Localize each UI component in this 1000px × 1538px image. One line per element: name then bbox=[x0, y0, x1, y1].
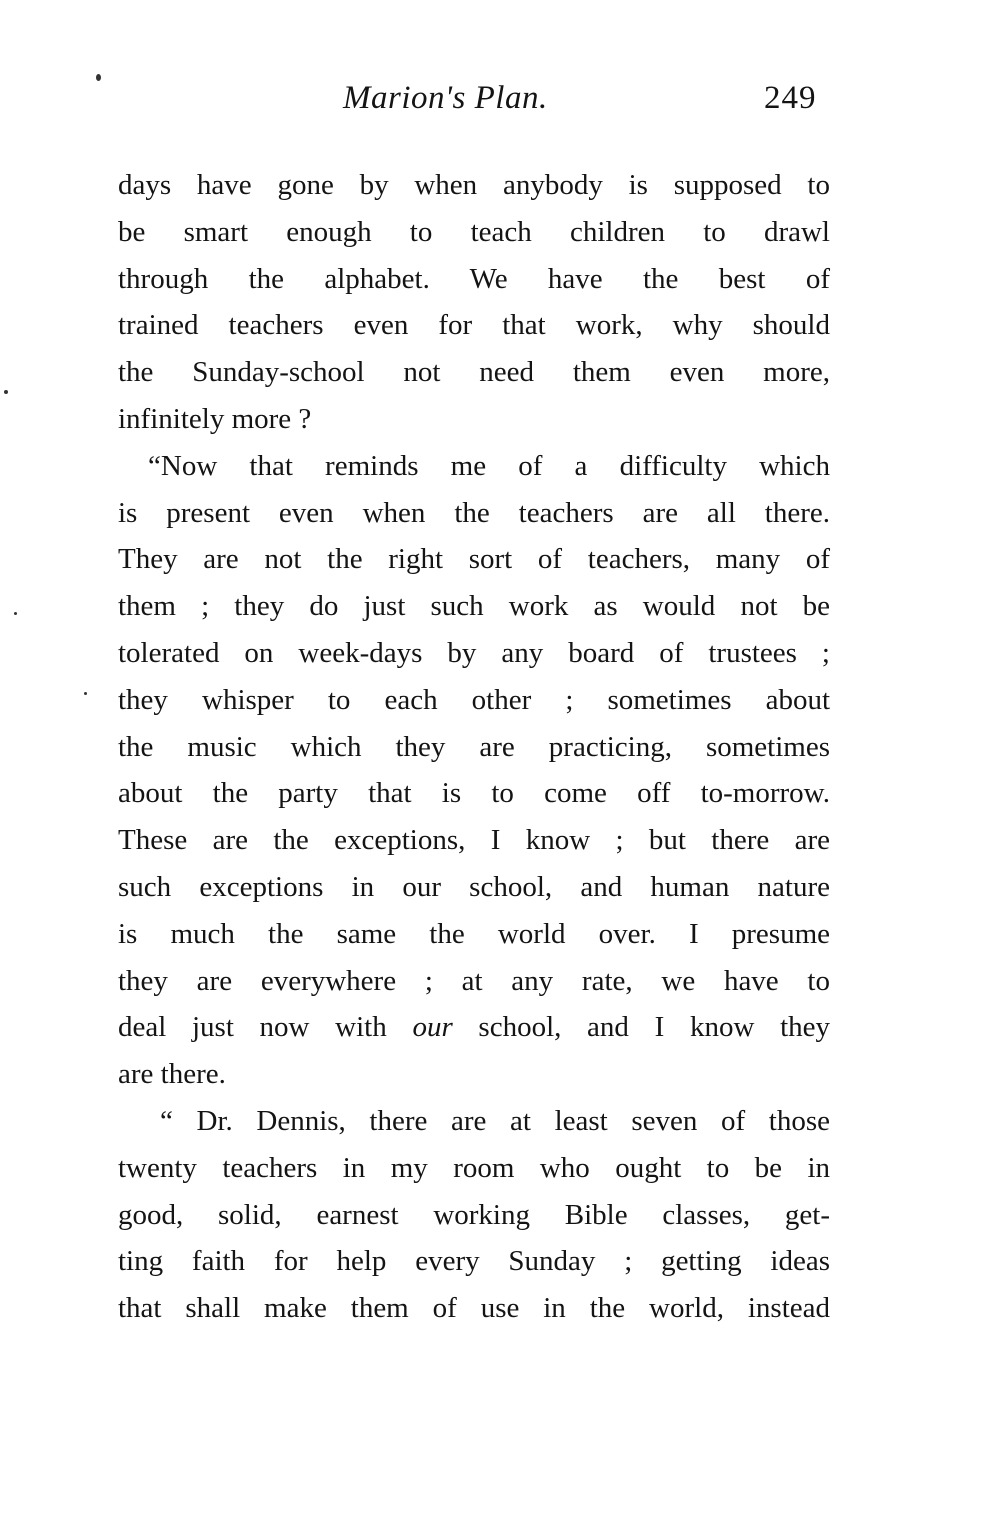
text-line: such exceptions in our school, and human nature bbox=[118, 870, 830, 903]
text-line: infinitely more ? bbox=[118, 402, 312, 435]
scan-speck bbox=[4, 390, 8, 394]
text-segment: school, and I know they bbox=[452, 1011, 831, 1044]
page-header bbox=[0, 80, 1000, 130]
text-line: ting faith for help every Sunday ; getting ideas bbox=[118, 1245, 830, 1278]
text-line: These are the exceptions, I know ; but there are bbox=[118, 824, 830, 857]
text-line: good, solid, earnest working Bible classes, get- bbox=[118, 1198, 830, 1231]
text-line: about the party that is to come off to-morrow. bbox=[118, 777, 830, 810]
text-line: they whisper to each other ; sometimes about bbox=[118, 683, 830, 716]
text-line: They are not the right sort of teachers, many of bbox=[118, 543, 830, 576]
body-text bbox=[118, 162, 830, 1332]
paragraph-start-line: “Now that reminds me of a difficulty which bbox=[148, 449, 830, 482]
running-title: Marion's Plan. bbox=[343, 80, 548, 116]
text-line: the Sunday-school not need them even more, bbox=[118, 356, 830, 389]
text-line: is much the same the world over. I presume bbox=[118, 917, 830, 950]
text-line: that shall make them of use in the world, instead bbox=[118, 1292, 830, 1325]
text-line: are there. bbox=[118, 1058, 226, 1091]
text-line: twenty teachers in my room who ought to be in bbox=[118, 1151, 830, 1184]
scan-speck bbox=[84, 692, 87, 695]
text-line: them ; they do just such work as would not be bbox=[118, 590, 830, 623]
scan-speck bbox=[96, 74, 101, 81]
text-line: is present even when the teachers are all there. bbox=[118, 496, 830, 529]
text-line-with-italic bbox=[118, 1004, 830, 1051]
text-line: be smart enough to teach children to drawl bbox=[118, 215, 830, 248]
text-line: tolerated on week-days by any board of trustees ; bbox=[118, 636, 830, 669]
scan-speck bbox=[14, 612, 17, 615]
paragraph-start-line: “ Dr. Dennis, there are at least seven of those bbox=[160, 1104, 830, 1137]
text-line: through the alphabet. We have the best of bbox=[118, 262, 830, 295]
text-line: days have gone by when anybody is supposed to bbox=[118, 169, 830, 201]
text-line: they are everywhere ; at any rate, we have to bbox=[118, 964, 830, 997]
italic-word: our bbox=[412, 1011, 453, 1044]
text-line: the music which they are practicing, sometimes bbox=[118, 730, 830, 763]
page-number: 249 bbox=[764, 80, 817, 116]
text-line: trained teachers even for that work, why should bbox=[118, 309, 830, 342]
text-segment: deal just now with bbox=[118, 1011, 413, 1044]
